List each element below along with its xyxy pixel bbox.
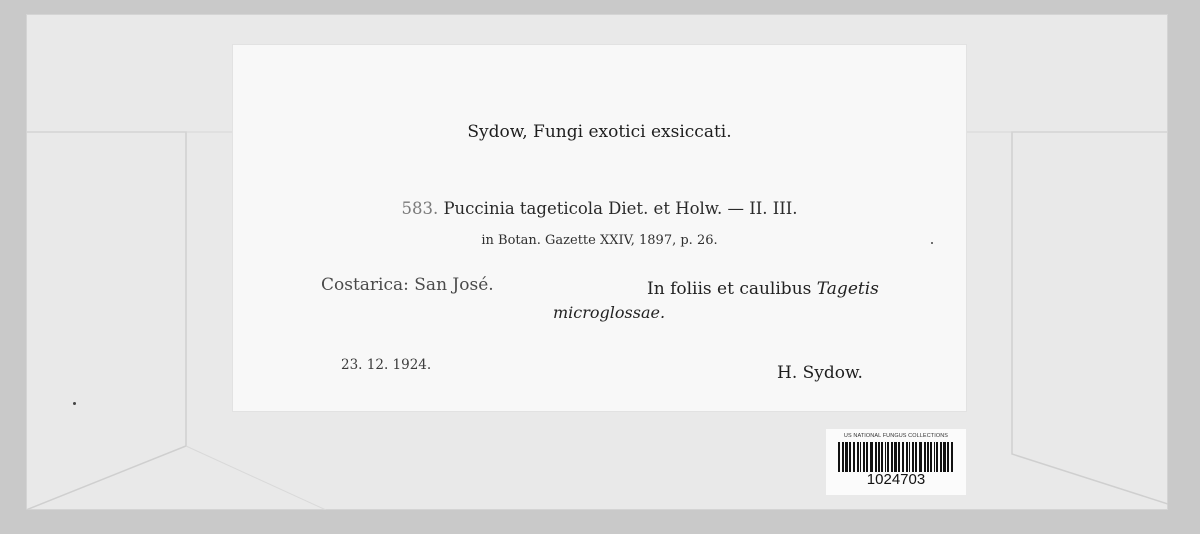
species-name: Puccinia tageticola Diet. et Holw. — II. III.	[443, 199, 798, 218]
species-entry	[233, 199, 966, 218]
barcode-bar	[951, 442, 953, 472]
locality: Costarica: San José.	[321, 275, 494, 295]
barcode-bar	[887, 442, 889, 472]
paper-speck	[931, 242, 933, 244]
barcode-bar	[885, 442, 886, 472]
barcode-bar	[947, 442, 949, 472]
habitat-text: In foliis et caulibus	[647, 279, 812, 299]
barcode-bar	[940, 442, 942, 472]
barcode-bar	[906, 442, 908, 472]
collector-name: H. Sydow.	[777, 363, 863, 383]
barcode-bar	[853, 442, 855, 472]
barcode-bar	[875, 442, 877, 472]
barcode-bar	[845, 442, 848, 472]
host-genus: Tagetis	[816, 279, 879, 299]
barcode-bar	[891, 442, 893, 472]
barcode-bar	[930, 442, 932, 472]
barcode-bar	[924, 442, 926, 472]
barcode-bar	[881, 442, 883, 472]
barcode-bar	[912, 442, 914, 472]
barcode-bar	[927, 442, 929, 472]
barcode-bar	[902, 442, 904, 472]
collection-date: 23. 12. 1924.	[341, 357, 432, 373]
barcode-bars	[838, 442, 956, 472]
barcode-bar	[857, 442, 859, 472]
specimen-label	[233, 45, 966, 411]
barcode-bar	[934, 442, 935, 472]
barcode-bar	[894, 442, 897, 472]
publication-reference: in Botan. Gazette XXIV, 1897, p. 26.	[481, 233, 718, 248]
barcode-bar	[909, 442, 910, 472]
entry-number: 583.	[401, 199, 439, 218]
barcode-bar	[870, 442, 873, 472]
habitat-line-1	[647, 279, 879, 299]
barcode-bar	[936, 442, 938, 472]
barcode-bar	[838, 442, 840, 472]
barcode-bar	[849, 442, 851, 472]
barcode-bar	[842, 442, 844, 472]
barcode-bar	[898, 442, 900, 472]
barcode-bar	[943, 442, 946, 472]
habitat-line-2: microglossae.	[553, 303, 666, 322]
exsiccata-title: Sydow, Fungi exotici exsiccati.	[467, 122, 732, 142]
barcode-bar	[915, 442, 917, 472]
barcode-bar	[878, 442, 880, 472]
barcode-bar	[863, 442, 865, 472]
paper-speck	[73, 402, 76, 405]
barcode-bar	[866, 442, 868, 472]
barcode-bar	[860, 442, 861, 472]
barcode-number: 1024703	[866, 471, 926, 488]
barcode-header: US NATIONAL FUNGUS COLLECTIONS	[843, 433, 949, 439]
barcode-label	[826, 429, 966, 495]
barcode-bar	[919, 442, 922, 472]
